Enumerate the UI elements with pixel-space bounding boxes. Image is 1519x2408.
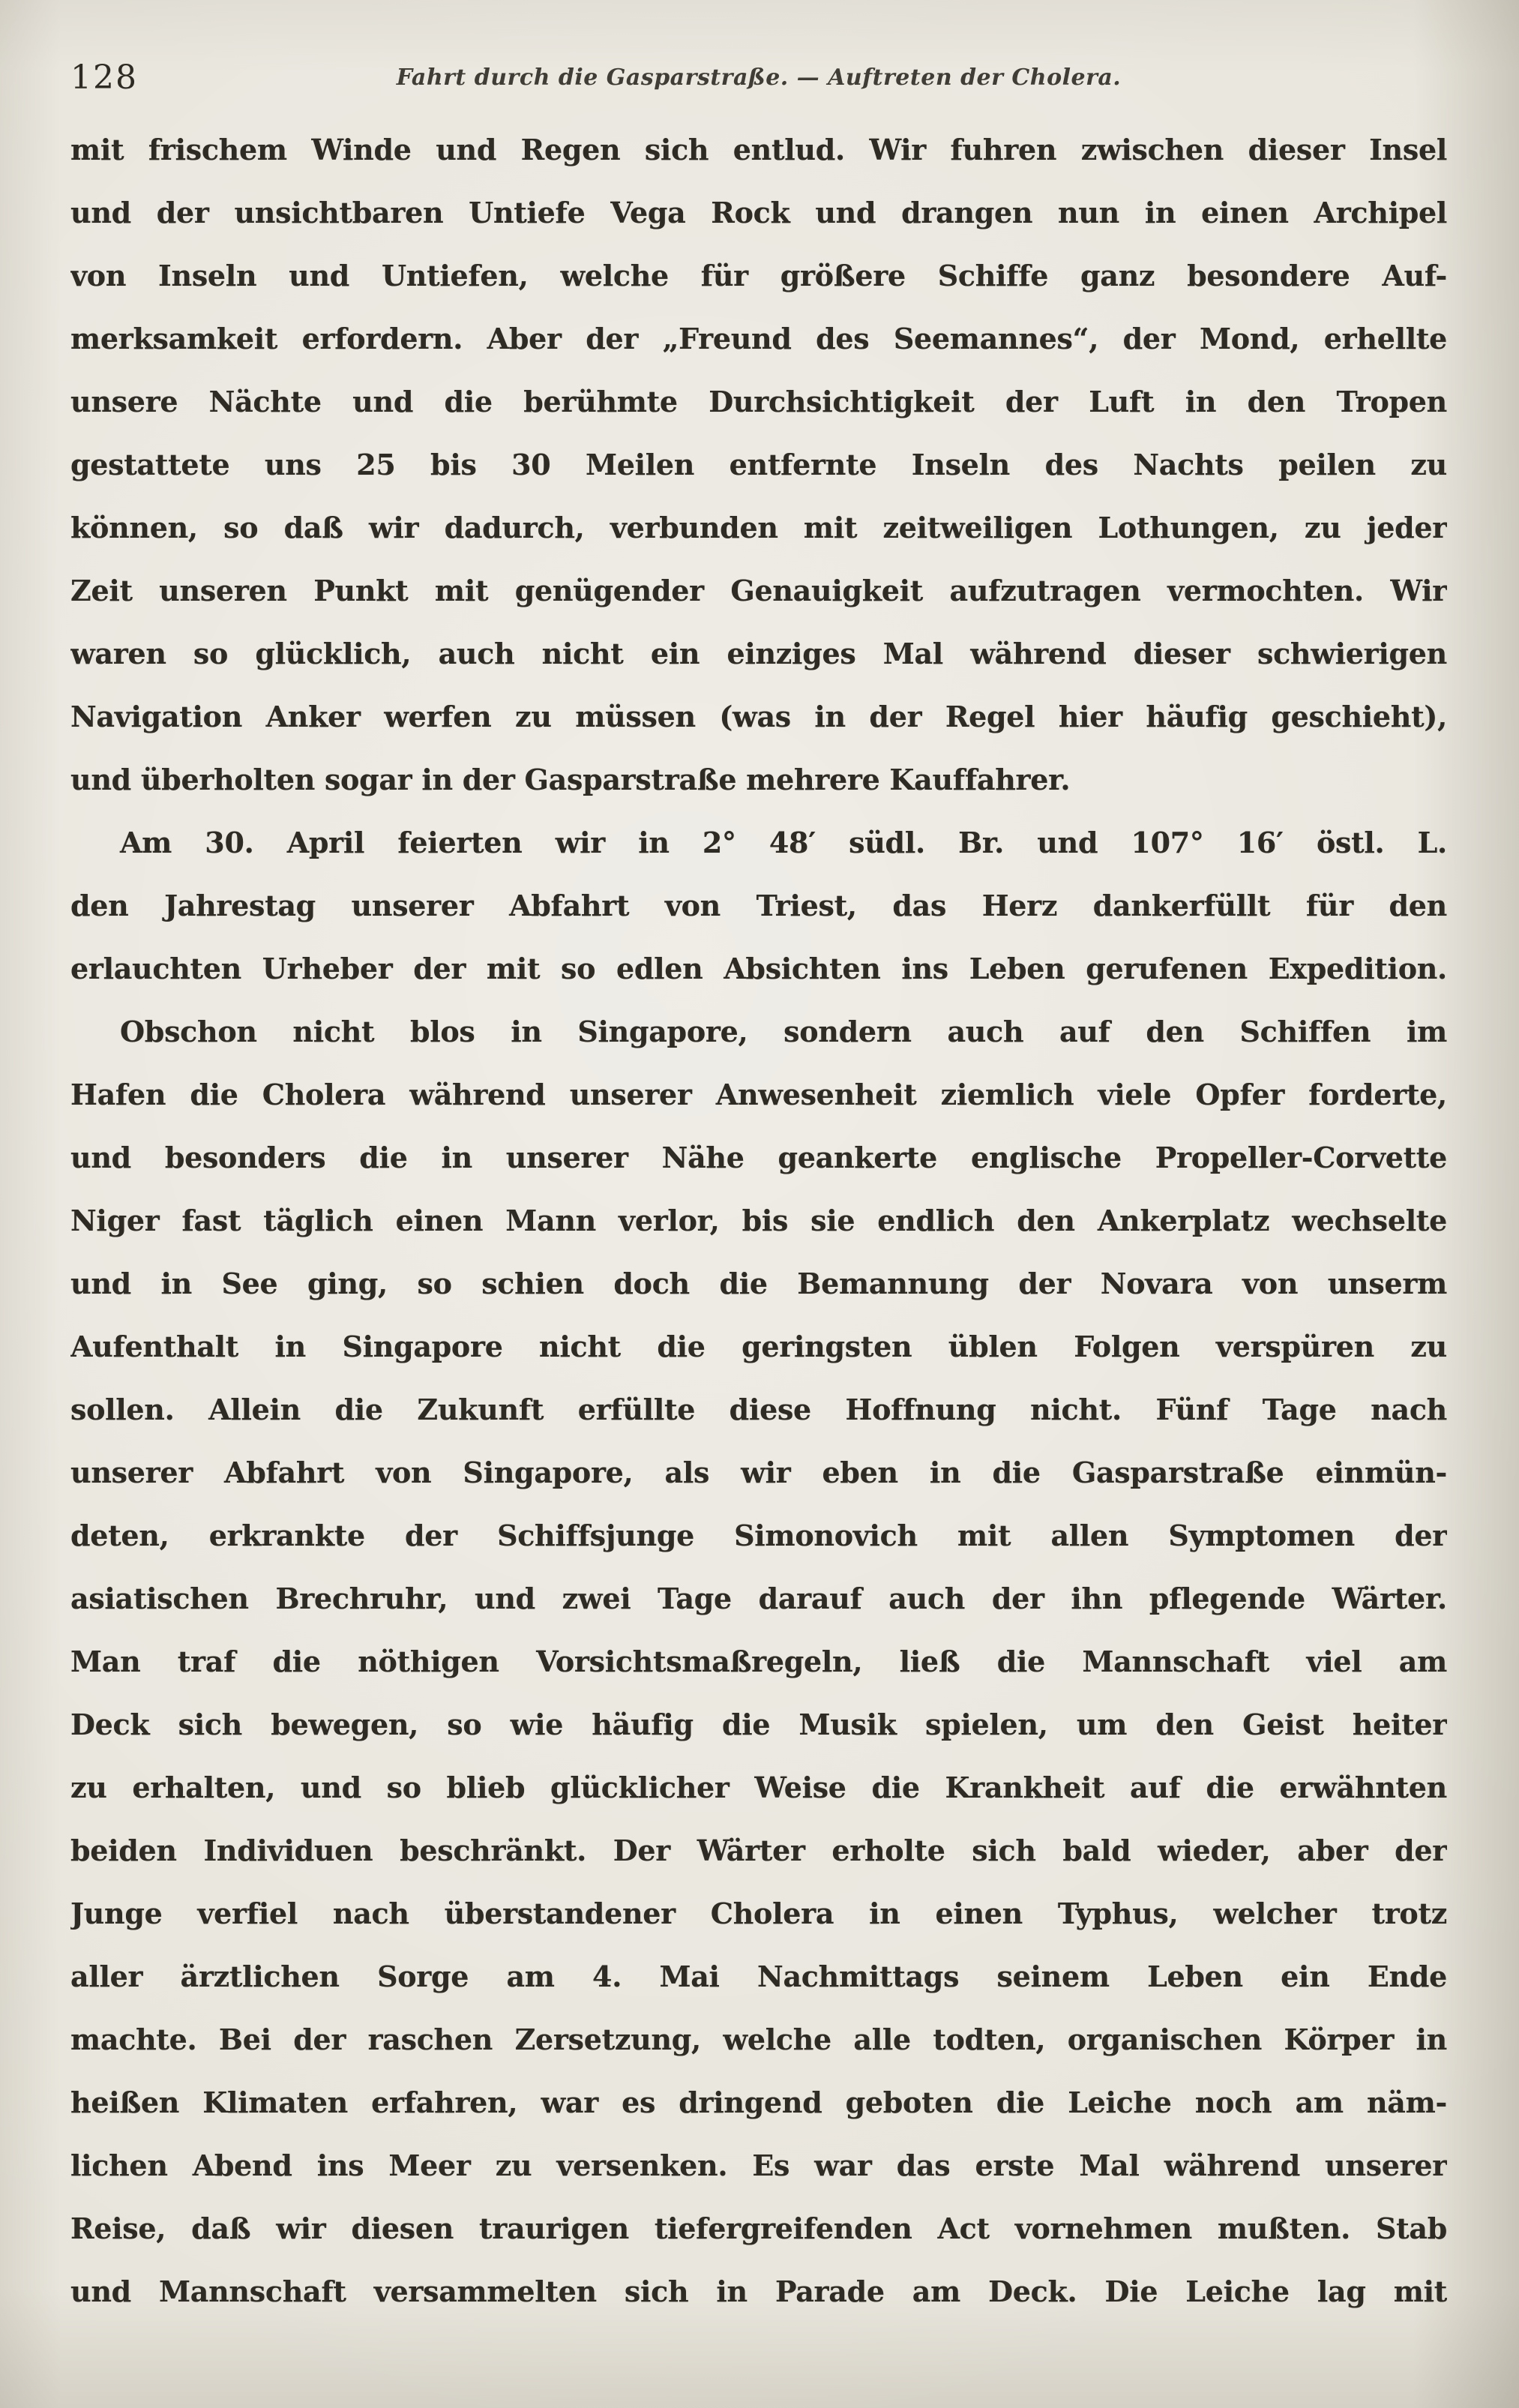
text-line: beiden Individuen beschränkt. Der Wärter erholte sich bald wieder, aber der [70, 1834, 1447, 1867]
running-header: Fahrt durch die Gasparstraße. — Auftreten der Cholera. [396, 64, 1122, 91]
paragraph [70, 118, 1447, 811]
text-line: asiatischen Brechruhr, und zwei Tage darauf auch der ihn pflegende Wärter. [70, 1582, 1447, 1615]
text-line: unsere Nächte und die berühmte Durchsichtigkeit der Luft in den Tropen [70, 385, 1447, 418]
text-line: erlauchten Urheber der mit so edlen Absichten ins Leben gerufenen Expedition. [70, 952, 1447, 985]
text-line: deten, erkrankte der Schiffsjunge Simonovich mit allen Symptomen der [70, 1519, 1447, 1552]
text-line: Obschon nicht blos in Singapore, sondern auch auf den Schiffen im [120, 1015, 1447, 1048]
text-line: und überholten sogar in der Gasparstraße mehrere Kauffahrer. [70, 763, 1071, 796]
text-line: Navigation Anker werfen zu müssen (was in der Regel hier häufig geschieht), [70, 700, 1447, 733]
text-line: unserer Abfahrt von Singapore, als wir eben in die Gasparstraße einmün- [70, 1456, 1447, 1489]
text-line: Man traf die nöthigen Vorsichtsmaßregeln, ließ die Mannschaft viel am [70, 1645, 1447, 1678]
text-line: und in See ging, so schien doch die Bemannung der Novara von unserm [70, 1267, 1447, 1300]
page-number: 128 [70, 58, 138, 97]
text-line: lichen Abend ins Meer zu versenken. Es war das erste Mal während unserer [70, 2149, 1447, 2182]
text-line: Zeit unseren Punkt mit genügender Genauigkeit aufzutragen vermochten. Wir [70, 574, 1447, 607]
text-line: von Inseln und Untiefen, welche für größere Schiffe ganz besondere Auf- [70, 259, 1447, 292]
text-line: den Jahrestag unserer Abfahrt von Triest, das Herz dankerfüllt für den [70, 889, 1447, 922]
text-line: zu erhalten, und so blieb glücklicher Weise die Krankheit auf die erwähnten [70, 1771, 1447, 1804]
text-line: Deck sich bewegen, so wie häufig die Musik spielen, um den Geist heiter [70, 1708, 1447, 1741]
text-line: Junge verfiel nach überstandener Cholera in einen Typhus, welcher trotz [70, 1897, 1447, 1930]
text-line: und der unsichtbaren Untiefe Vega Rock und drangen nun in einen Archipel [70, 196, 1447, 229]
text-line: und Mannschaft versammelten sich in Parade am Deck. Die Leiche lag mit [70, 2275, 1447, 2308]
text-line: merksamkeit erfordern. Aber der „Freund des Seemannes“, der Mond, erhellte [70, 322, 1447, 355]
text-line: Hafen die Cholera während unserer Anwesenheit ziemlich viele Opfer forderte, [70, 1078, 1447, 1111]
paragraph [70, 811, 1447, 1000]
text-line: Reise, daß wir diesen traurigen tiefergreifenden Act vornehmen mußten. Stab [70, 2212, 1447, 2245]
text-line: machte. Bei der raschen Zersetzung, welche alle todten, organischen Körper in [70, 2023, 1447, 2056]
paragraph [70, 1000, 1447, 2323]
text-line: gestattete uns 25 bis 30 Meilen entfernte Inseln des Nachts peilen zu [70, 448, 1447, 481]
text-line: Am 30. April feierten wir in 2° 48′ südl. Br. und 107° 16′ östl. L. [120, 826, 1447, 859]
page-header [70, 55, 1447, 100]
text-line: heißen Klimaten erfahren, war es dringend geboten die Leiche noch am näm- [70, 2086, 1447, 2119]
text-line: aller ärztlichen Sorge am 4. Mai Nachmittags seinem Leben ein Ende [70, 1960, 1447, 1993]
text-line: Aufenthalt in Singapore nicht die geringsten üblen Folgen verspüren zu [70, 1330, 1447, 1363]
text-line: sollen. Allein die Zukunft erfüllte diese Hoffnung nicht. Fünf Tage nach [70, 1393, 1447, 1426]
text-line: und besonders die in unserer Nähe geankerte englische Propeller-Corvette [70, 1141, 1447, 1174]
text-line: Niger fast täglich einen Mann verlor, bis sie endlich den Ankerplatz wechselte [70, 1204, 1447, 1237]
text-line: mit frischem Winde und Regen sich entlud. Wir fuhren zwischen dieser Insel [70, 133, 1447, 166]
text-line: waren so glücklich, auch nicht ein einziges Mal während dieser schwierigen [70, 637, 1447, 670]
text-line: können, so daß wir dadurch, verbunden mit zeitweiligen Lothungen, zu jeder [70, 511, 1447, 544]
text-body [70, 118, 1447, 2323]
